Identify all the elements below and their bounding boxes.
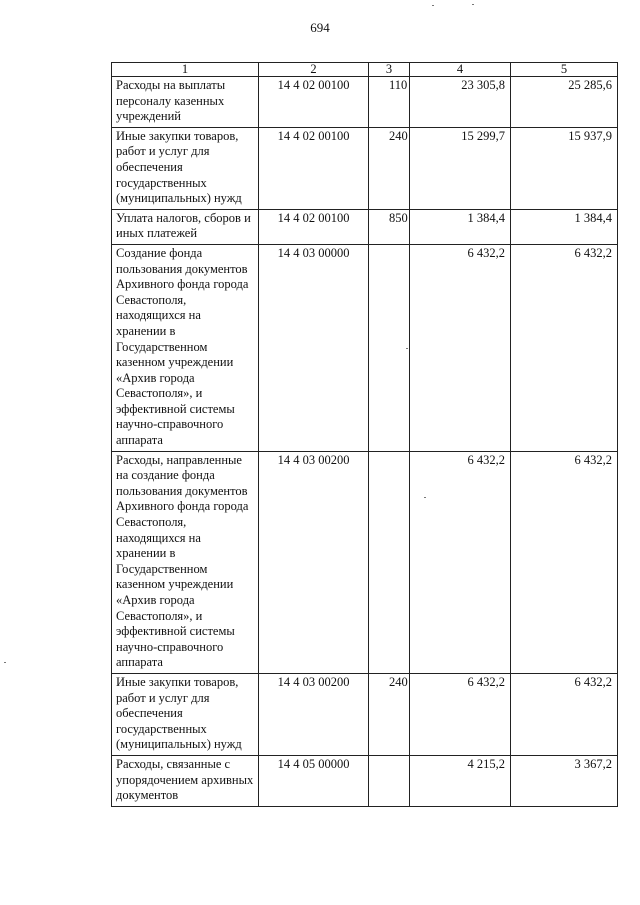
column-header-1: 1 [112, 63, 259, 77]
expense-type-code: 850 [369, 209, 410, 244]
table-row [112, 755, 618, 806]
expense-type-code: 240 [369, 127, 410, 209]
amount-year-2: 15 937,9 [511, 127, 618, 209]
column-header-3: 3 [369, 63, 410, 77]
column-header-4: 4 [410, 63, 511, 77]
expense-name: Расходы, связанные с упорядочением архивных документов [112, 755, 259, 806]
amount-year-1: 6 432,2 [410, 244, 511, 451]
target-article-code: 14 4 05 00000 [259, 755, 369, 806]
scan-speck [424, 497, 426, 498]
expense-name: Расходы, направленные на создание фонда пользования документов Архивного фонда города Севастополя, находящихся на хранении в Государственном казенном учреждении «Архив города Севастополя», и эффективной системы научно-справочного аппарата [112, 451, 259, 673]
budget-table [111, 62, 618, 807]
amount-year-1: 4 215,2 [410, 755, 511, 806]
expense-type-code [369, 755, 410, 806]
expense-name: Иные закупки товаров, работ и услуг для обеспечения государственных (муниципальных) нужд [112, 127, 259, 209]
expense-type-code: 240 [369, 673, 410, 755]
expense-name: Создание фонда пользования документов Архивного фонда города Севастополя, находящихся на хранении в Государственном казенном учреждении «Архив города Севастополя», и эффективной системы научно-справочного аппарата [112, 244, 259, 451]
amount-year-1: 6 432,2 [410, 451, 511, 673]
target-article-code: 14 4 03 00000 [259, 244, 369, 451]
amount-year-2: 6 432,2 [511, 673, 618, 755]
expense-type-code: 110 [369, 77, 410, 128]
target-article-code: 14 4 03 00200 [259, 451, 369, 673]
amount-year-1: 6 432,2 [410, 673, 511, 755]
table-row [112, 209, 618, 244]
target-article-code: 14 4 02 00100 [259, 209, 369, 244]
expense-type-code [369, 244, 410, 451]
expense-type-code [369, 451, 410, 673]
expense-name: Иные закупки товаров, работ и услуг для обеспечения государственных (муниципальных) нужд [112, 673, 259, 755]
scan-speck [472, 4, 474, 5]
table-row [112, 127, 618, 209]
amount-year-1: 15 299,7 [410, 127, 511, 209]
amount-year-2: 6 432,2 [511, 244, 618, 451]
amount-year-2: 1 384,4 [511, 209, 618, 244]
amount-year-1: 1 384,4 [410, 209, 511, 244]
target-article-code: 14 4 03 00200 [259, 673, 369, 755]
target-article-code: 14 4 02 00100 [259, 127, 369, 209]
table-row [112, 244, 618, 451]
table-header-row [112, 63, 618, 77]
table-row [112, 77, 618, 128]
column-header-2: 2 [259, 63, 369, 77]
expense-name: Расходы на выплаты персоналу казенных учреждений [112, 77, 259, 128]
page-number: 694 [310, 20, 330, 35]
amount-year-2: 6 432,2 [511, 451, 618, 673]
expense-name: Уплата налогов, сборов и иных платежей [112, 209, 259, 244]
amount-year-1: 23 305,8 [410, 77, 511, 128]
column-header-5: 5 [511, 63, 618, 77]
table-row [112, 451, 618, 673]
amount-year-2: 25 285,6 [511, 77, 618, 128]
scan-speck [432, 5, 434, 6]
scan-speck [406, 348, 408, 349]
target-article-code: 14 4 02 00100 [259, 77, 369, 128]
table-row [112, 673, 618, 755]
scan-speck [4, 662, 6, 663]
amount-year-2: 3 367,2 [511, 755, 618, 806]
